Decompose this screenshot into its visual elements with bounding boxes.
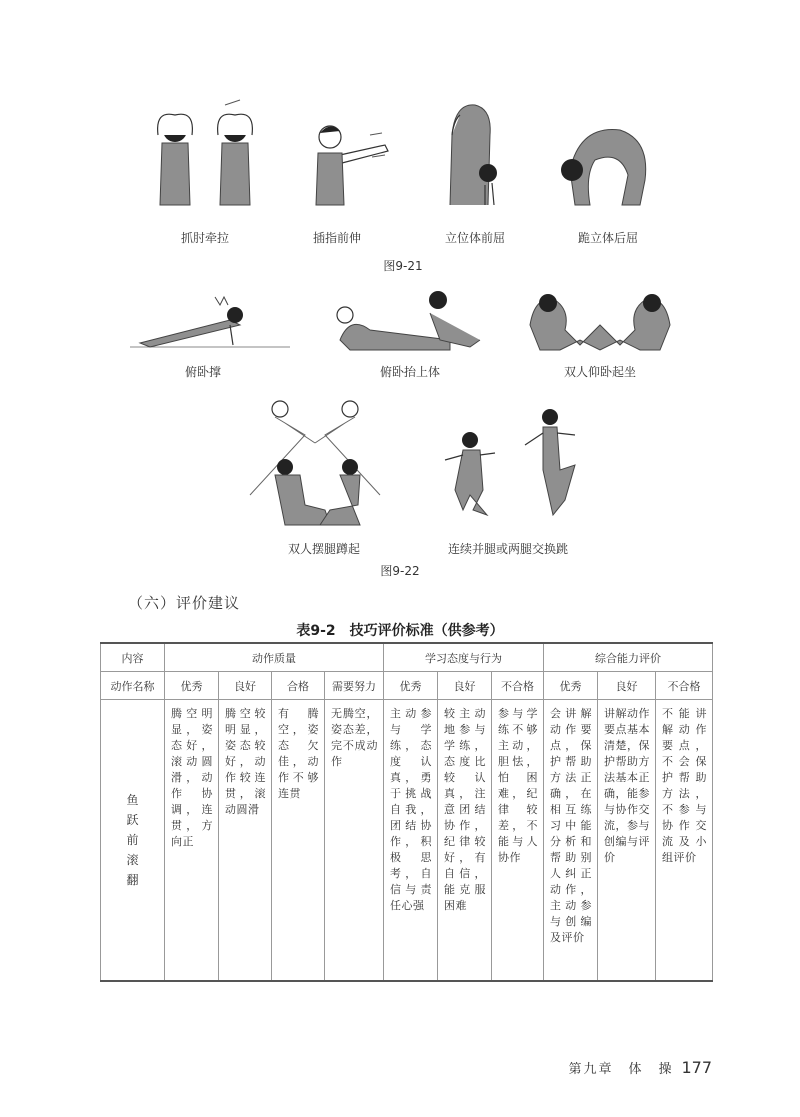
lift-upper-body-figure (337, 291, 480, 350)
kneeling-backbend-figure (561, 130, 646, 206)
header-group-learning-attitude: 学习态度与行为 (384, 643, 544, 672)
partner-swing-squat-figure (250, 401, 380, 525)
table-cell (598, 700, 656, 982)
cell-text: 参与学练不够主动，胆怯，怕困难，纪律较差，不能与人协作 (498, 707, 538, 864)
chapter-label: 第九章 体 操 (568, 1062, 674, 1077)
header-level: 优秀 (544, 672, 598, 700)
header-level: 优秀 (384, 672, 438, 700)
cell-text: 讲解动作要点基本清楚，保护帮助方法基本正确，能参与协作交流，参与创编与评价 (604, 707, 650, 864)
page-number: 177 (681, 1058, 712, 1077)
figure-number-9-22: 图9-22 (380, 564, 420, 578)
table-cell (219, 700, 272, 982)
figure-9-22-row2-illustration (230, 395, 610, 530)
caption-double-situp: 双人仰卧起坐 (563, 365, 637, 379)
page-footer (568, 1058, 712, 1077)
caption-continuous-jump: 连续并腿或两腿交换跳 (447, 542, 569, 556)
caption-arm-stretch: 抓肘牵拉 (180, 231, 230, 245)
cell-text: 腾空较明显，姿态较好，动作较连贯，滚动圆滑 (225, 707, 266, 816)
figure-9-21-illustration (120, 95, 700, 220)
table-cell (492, 700, 544, 982)
push-up-figure (130, 297, 290, 347)
table-cell (656, 700, 713, 982)
forward-stretch-figure (316, 126, 388, 205)
table-header-row-levels (101, 672, 713, 700)
header-level: 良好 (219, 672, 272, 700)
cell-text: 会讲解动作要点，保护帮助方法正确，在相互练习中能分析和帮助别人纠正动作，主动参与创编及评价 (550, 707, 592, 944)
caption-push-up: 俯卧撑 (184, 365, 222, 379)
table-row (101, 700, 713, 982)
header-level: 需要努力 (325, 672, 384, 700)
row-action-name (101, 700, 165, 982)
caption-standing-bend: 立位体前屈 (444, 231, 506, 245)
header-level: 不合格 (656, 672, 713, 700)
header-level: 不合格 (492, 672, 544, 700)
cell-text: 腾空明显，姿态好，滚动圆滑，动作协调，连贯，方向正 (171, 707, 213, 848)
caption-lift-upper-body: 俯卧抬上体 (379, 365, 441, 379)
table-cell (165, 700, 219, 982)
header-level: 合格 (272, 672, 325, 700)
section-heading: （六）评价建议 (128, 594, 241, 612)
caption-partner-swing-squat: 双人摆腿蹲起 (287, 542, 361, 556)
table-header-row-groups (101, 643, 713, 672)
cell-text: 不能讲解动作要点，不会保护帮助方法，不参与协作交流及小组评价 (662, 707, 708, 864)
continuous-jump-figure (445, 409, 575, 515)
header-action-name-label: 动作名称 (101, 672, 165, 700)
cell-text: 无腾空，姿态差，完不成动作 (331, 707, 378, 768)
caption-kneeling-backbend: 跪立体后屈 (577, 231, 639, 245)
caption-forward-stretch: 插指前伸 (312, 231, 362, 245)
figure-9-22-row1-illustration (130, 285, 700, 360)
evaluation-table-container (100, 642, 712, 982)
figure-number-9-21: 图9-21 (383, 259, 423, 273)
header-level: 良好 (598, 672, 656, 700)
table-cell (272, 700, 325, 982)
table-cell (438, 700, 492, 982)
double-situp-figure (530, 294, 670, 350)
header-group-action-quality: 动作质量 (165, 643, 384, 672)
table-cell (325, 700, 384, 982)
header-content-label: 内容 (101, 643, 165, 672)
header-level: 良好 (438, 672, 492, 700)
table-cell (384, 700, 438, 982)
header-group-overall-ability: 综合能力评价 (544, 643, 713, 672)
header-level: 优秀 (165, 672, 219, 700)
table-title: 表9-2 技巧评价标准（供参考） (296, 623, 504, 639)
cell-text: 主动参与学练，态度认真，勇于挑战自我，团结协作，积极思考，自信与责任心强 (390, 707, 432, 912)
arm-stretch-figure (158, 100, 253, 205)
standing-bend-figure (450, 105, 497, 205)
table-cell (544, 700, 598, 982)
row-action-name-text: 鱼跃前滚翻 (126, 793, 139, 887)
cell-text: 较主动地参与学练，态度比较认真，注意团结协作，纪律较好，有自信，能克服困难 (444, 707, 486, 912)
evaluation-standard-table (100, 642, 713, 982)
cell-text: 有腾空，姿态欠佳，动作不够连贯 (278, 707, 319, 800)
